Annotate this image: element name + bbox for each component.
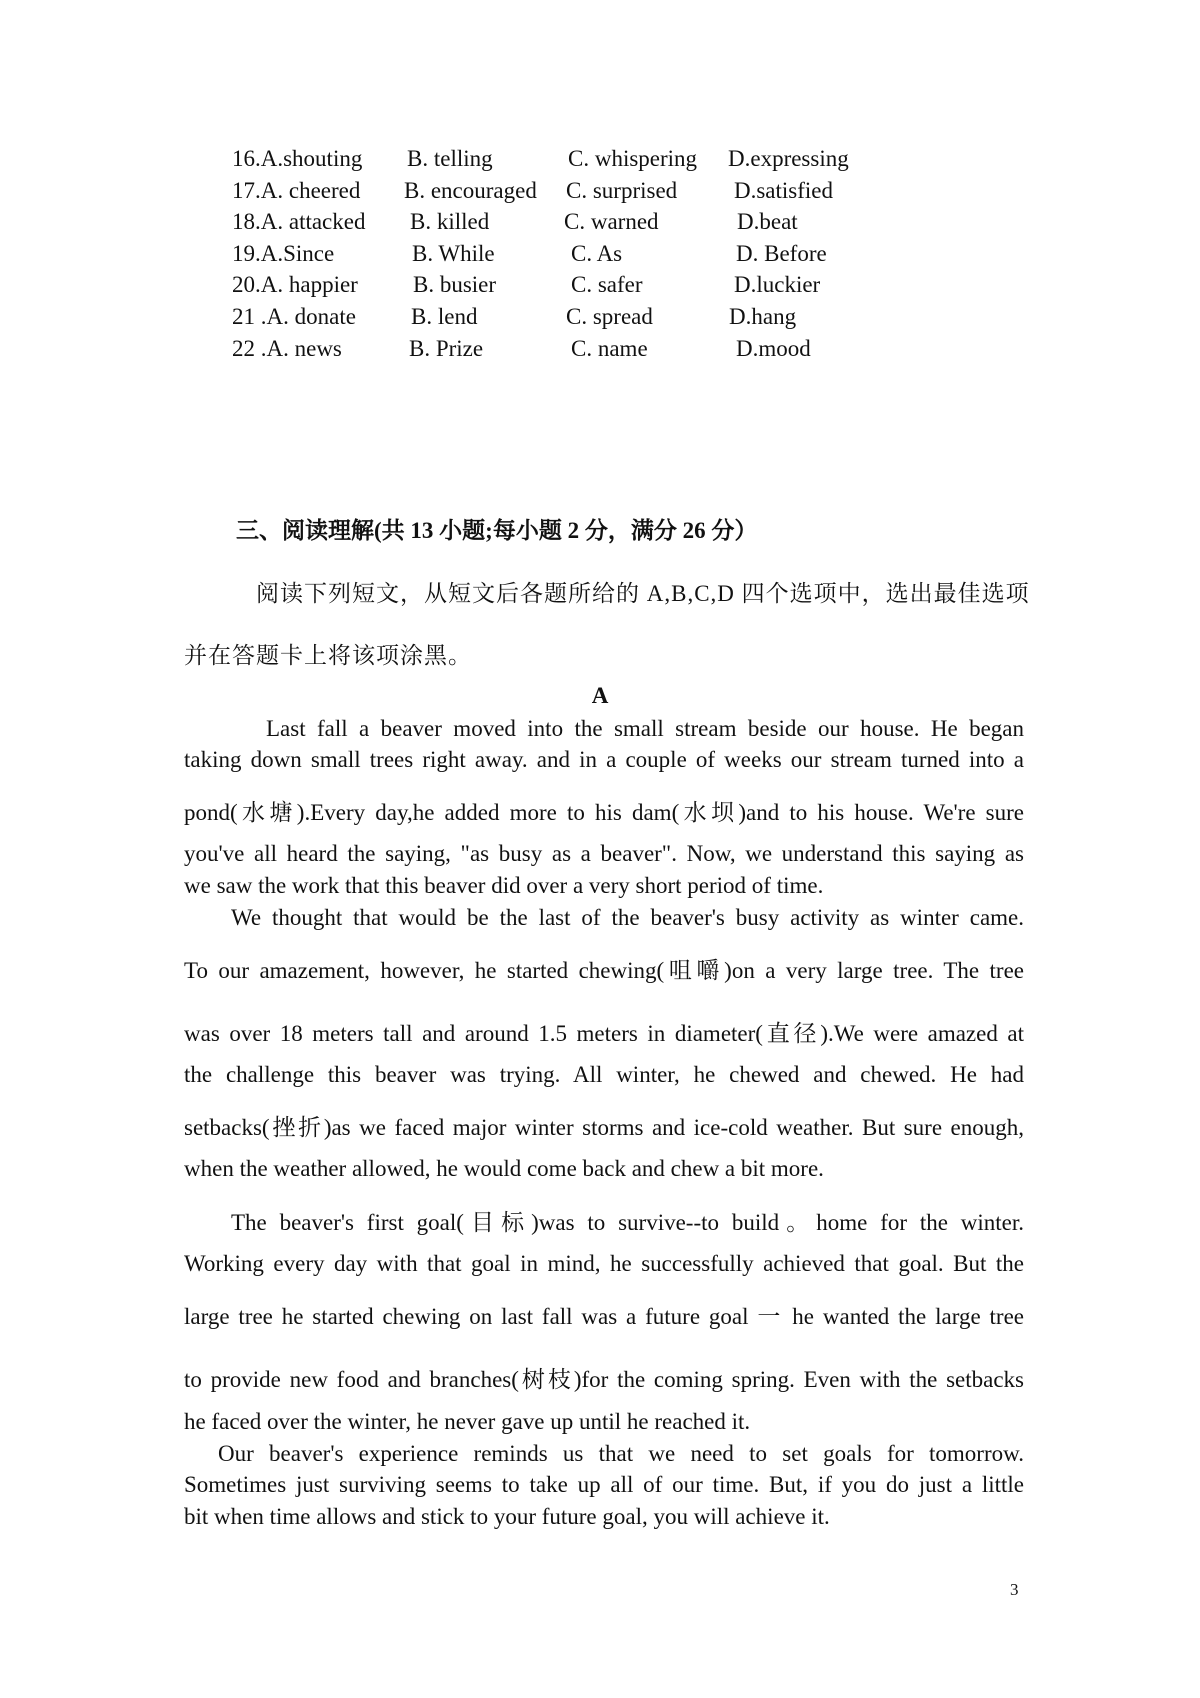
passage-line: was over 18 meters tall and around 1.5 meters in diameter(直径).We were amazed at — [184, 1021, 1024, 1046]
option-b: B. Prize — [409, 335, 484, 361]
passage-line: We thought that would be the last of the beaver's busy activity as winter came. — [231, 905, 1024, 930]
option-d: D. Before — [736, 240, 827, 266]
option-b: B. While — [412, 240, 495, 266]
passage-line: we saw the work that this beaver did over a very short period of time. — [184, 873, 824, 898]
option-a: 21 .A. donate — [232, 303, 356, 329]
passage-heading: A — [591, 683, 609, 708]
option-d: D.expressing — [728, 146, 849, 171]
section-title: 三、阅读理解(共 13 小题;每小题 2 分，满分 26 分） — [236, 518, 758, 543]
option-b: B. encouraged — [404, 177, 537, 203]
passage-line: he faced over the winter, he never gave up until he reached it. — [184, 1409, 751, 1434]
option-a: 20.A. happier — [232, 272, 358, 298]
page-number: 3 — [1010, 1580, 1019, 1599]
instruction-line-1: 阅读下列短文，从短文后各题所给的 A,B,C,D 四个选项中，选出最佳选项 — [256, 581, 1030, 606]
option-a: 19.A.Since — [232, 240, 335, 266]
passage-line: setbacks(挫折)as we faced major winter storms and ice-cold weather. But sure enough, — [184, 1115, 1024, 1140]
passage-line: Our beaver's experience reminds us that we need to set goals for tomorrow. — [218, 1441, 1024, 1466]
passage-line: Last fall a beaver moved into the small stream beside our house. He began — [266, 716, 1024, 741]
passage-line: pond(水塘).Every day,he added more to his dam(水坝)and to his house. We're sure — [184, 800, 1024, 825]
option-b: B. busier — [413, 272, 497, 298]
option-d: D.mood — [736, 335, 811, 361]
passage-line: Sometimes just surviving seems to take up all of our time. But, if you do just a little — [184, 1472, 1024, 1497]
passage-line: taking down small trees right away. and in a couple of weeks our stream turned into a — [184, 747, 1024, 772]
passage-line: Working every day with that goal in mind, he successfully achieved that goal. But the — [184, 1251, 1024, 1276]
option-d: D.hang — [729, 303, 797, 329]
instruction-line-2: 并在答题卡上将该项涂黑。 — [184, 643, 472, 668]
option-c: C. whispering — [568, 146, 698, 171]
option-b: B. telling — [407, 146, 493, 171]
passage-line: when the weather allowed, he would come back and chew a bit more. — [184, 1156, 824, 1181]
passage-line: the challenge this beaver was trying. All winter, he chewed and chewed. He had — [184, 1062, 1024, 1087]
option-a: 16.A.shouting — [232, 146, 363, 171]
passage-line: to provide new food and branches(树枝)for the coming spring. Even with the setbacks — [184, 1367, 1024, 1392]
option-d: D.beat — [737, 209, 798, 235]
option-c: C. safer — [571, 272, 643, 298]
option-a: 17.A. cheered — [232, 177, 361, 203]
option-c: C. warned — [564, 209, 659, 235]
passage-line: The beaver's first goal(目标)was to survive--to build。home for the winter. — [231, 1210, 1024, 1235]
option-b: B. lend — [411, 303, 478, 329]
option-c: C. name — [571, 335, 648, 361]
option-d: D.luckier — [734, 272, 821, 298]
passage-line: To our amazement, however, he started chewing(咀嚼)on a very large tree. The tree — [184, 958, 1024, 983]
option-b: B. killed — [410, 209, 490, 235]
passage-line: you've all heard the saying, "as busy as a beaver". Now, we understand this saying as — [184, 841, 1024, 866]
option-c: C. As — [571, 240, 623, 266]
passage-line: large tree he started chewing on last fall was a future goal 一 he wanted the large tree — [184, 1304, 1024, 1329]
passage-line: bit when time allows and stick to your future goal, you will achieve it. — [184, 1504, 830, 1529]
option-d: D.satisfied — [734, 177, 834, 203]
option-c: C. spread — [566, 303, 653, 329]
option-a: 18.A. attacked — [232, 209, 366, 235]
option-c: C. surprised — [566, 177, 678, 203]
option-a: 22 .A. news — [232, 335, 342, 361]
